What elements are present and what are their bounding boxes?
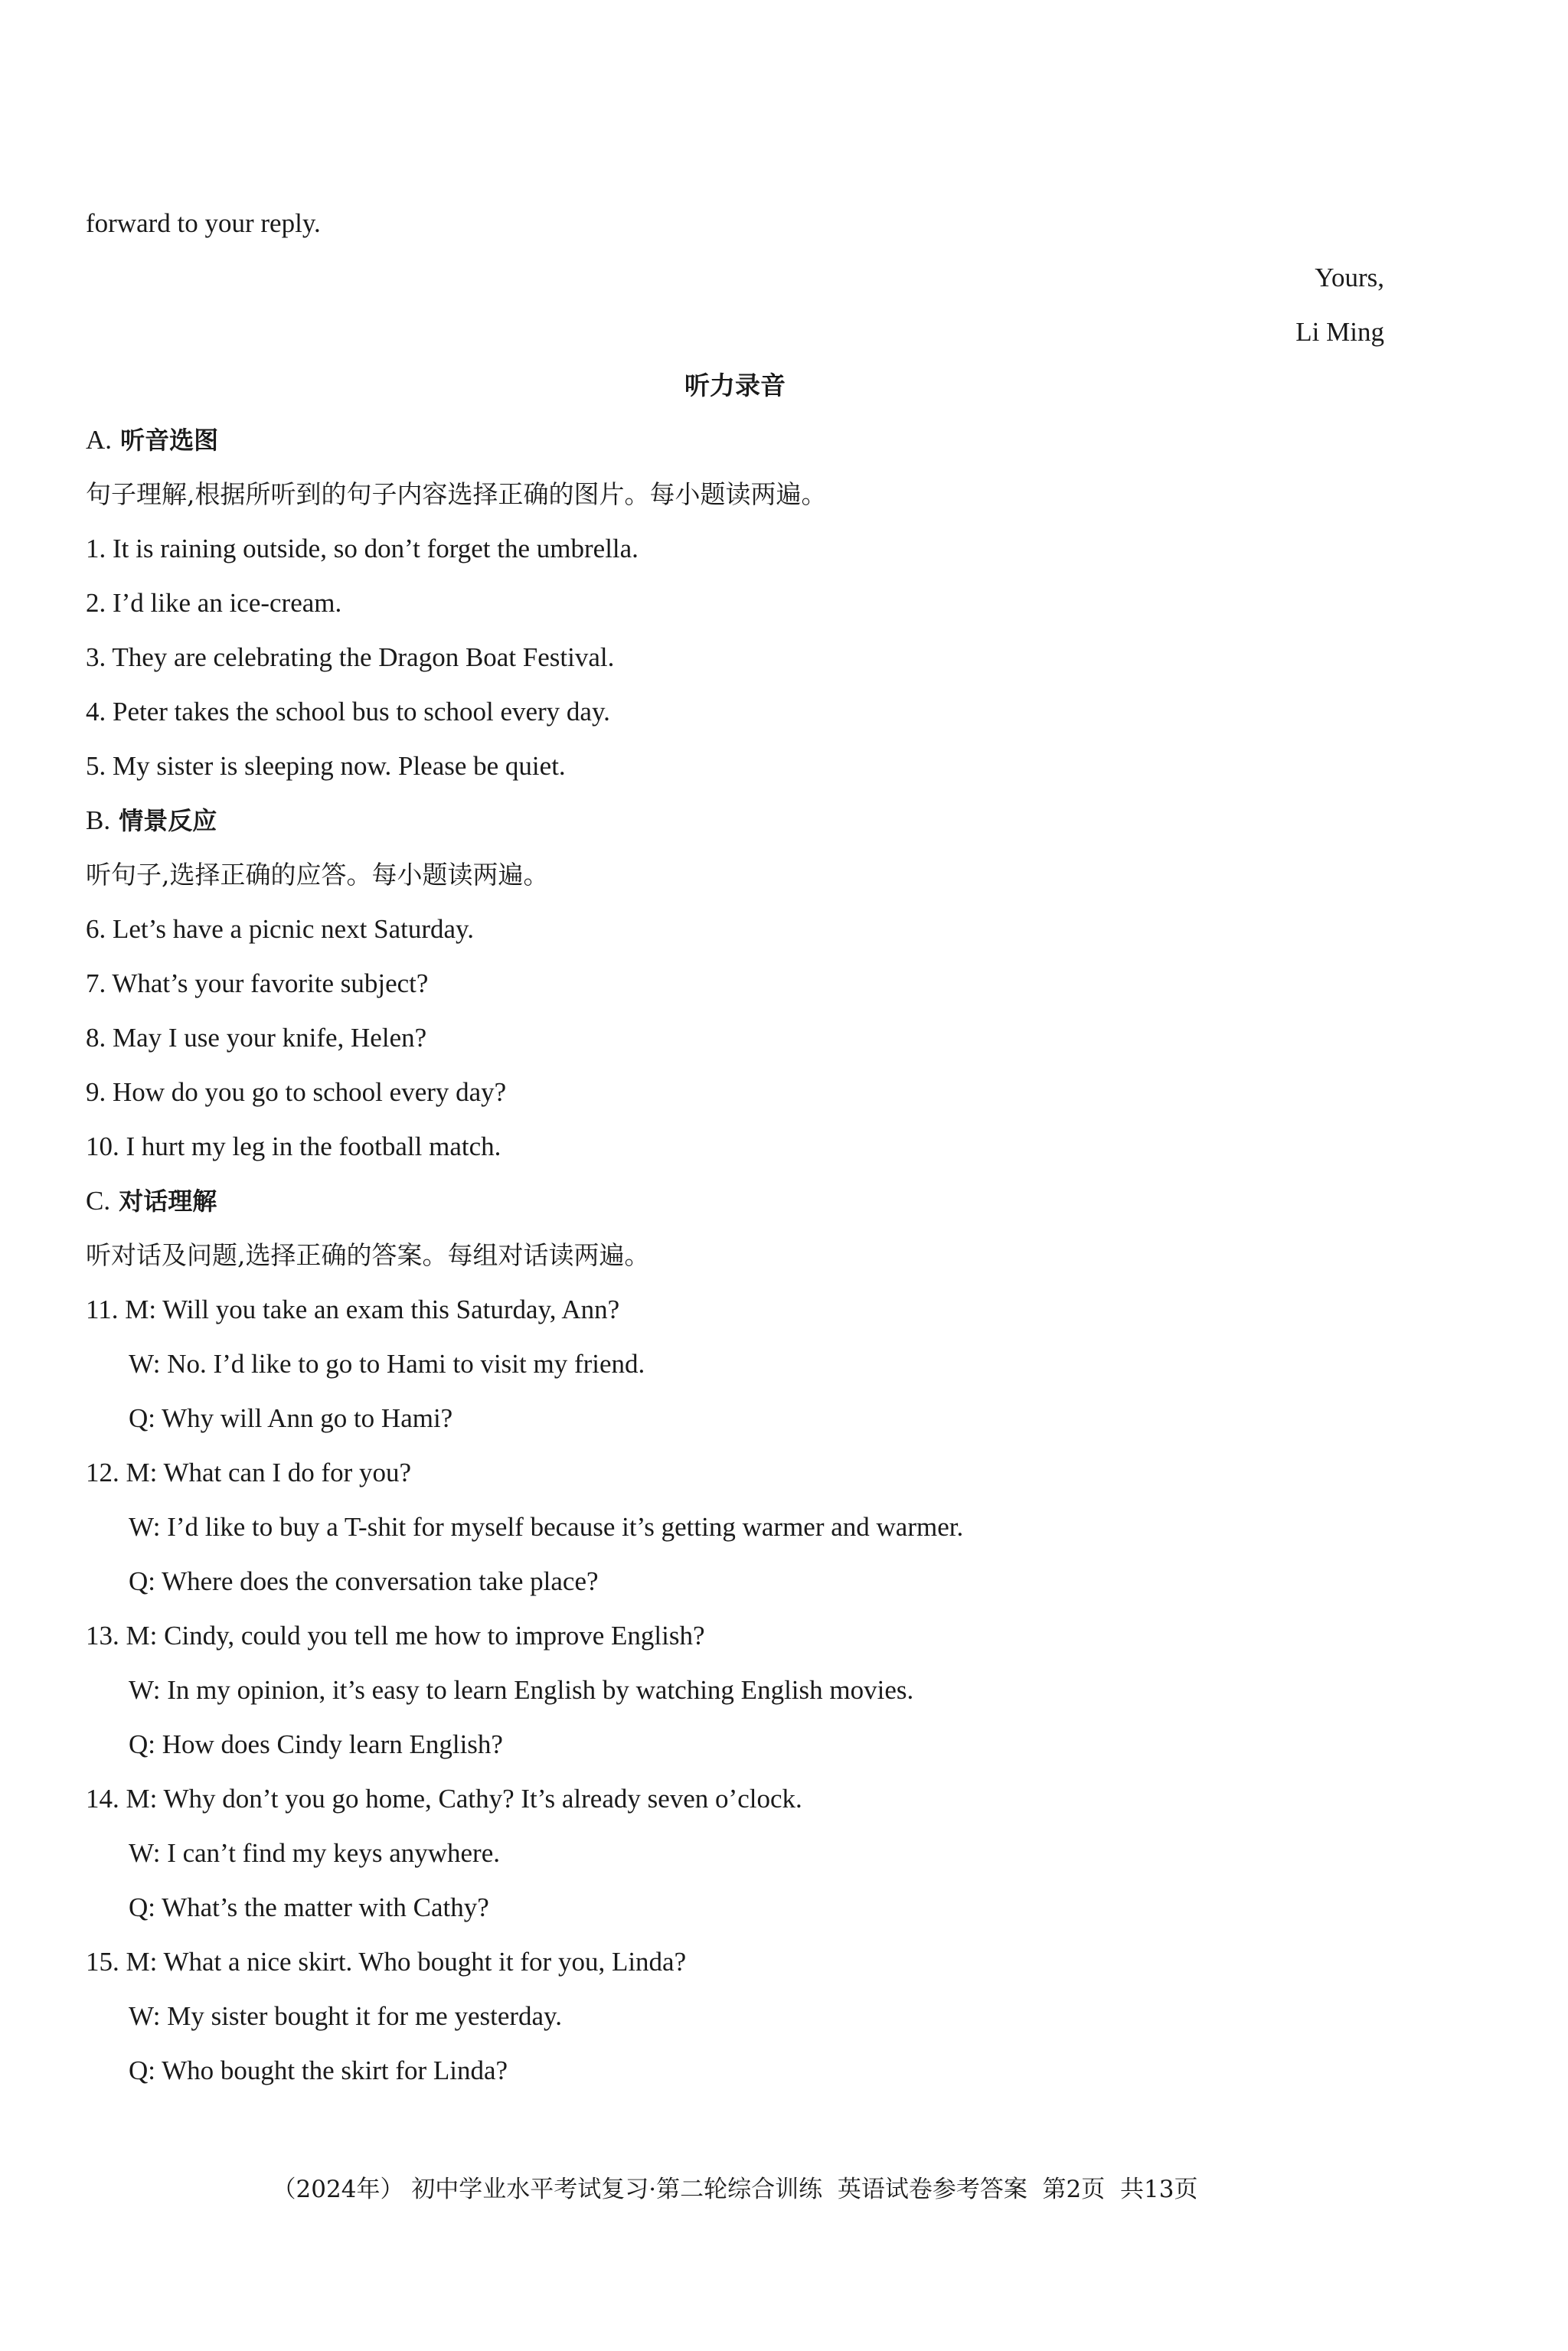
dialog-question-line: Q: Why will Ann go to Hami? [129, 1403, 453, 1433]
dialog-man-line: 15. M: What a nice skirt. Who bought it for you, Linda? [86, 1947, 687, 1977]
dialog-man-line: 14. M: Why don’t you go home, Cathy? It’s already seven o’clock. [86, 1784, 802, 1814]
dialog-woman-line: W: No. I’d like to go to Hami to visit my friend. [129, 1349, 645, 1379]
section-a-instruction: 句子理解,根据所听到的句子内容选择正确的图片。每小题读两遍。 [86, 479, 827, 509]
section-c-title: 对话理解 [119, 1187, 217, 1216]
section-b-instruction: 听句子,选择正确的应答。每小题读两遍。 [86, 860, 549, 890]
dialog-woman-line: W: In my opinion, it’s easy to learn English by watching English movies. [129, 1675, 914, 1705]
dialog-man-line: 13. M: Cindy, could you tell me how to improve English? [86, 1621, 705, 1651]
dialog-man-line: 12. M: What can I do for you? [86, 1458, 412, 1487]
list-item: 7. What’s your favorite subject? [86, 968, 429, 998]
list-item: 4. Peter takes the school bus to school every day. [86, 697, 610, 727]
page-footer: （2024年） 初中学业水平考试复习·第二轮综合训练 英语试卷参考答案 第2页 共13页 [272, 2176, 1198, 2203]
section-a-label: A. [86, 425, 113, 455]
section-c-heading [86, 1184, 217, 1218]
section-a-title: 听音选图 [120, 426, 219, 455]
list-item: 5. My sister is sleeping now. Please be quiet. [86, 751, 566, 781]
dialog-question-line: Q: Where does the conversation take place? [129, 1566, 599, 1596]
dialog-man-line: 11. M: Will you take an exam this Saturday, Ann? [86, 1295, 620, 1324]
list-item: 8. May I use your knife, Helen? [86, 1023, 427, 1053]
section-c-instruction: 听对话及问题,选择正确的答案。每组对话读两遍。 [86, 1240, 650, 1270]
section-c-label: C. [86, 1186, 111, 1216]
section-b-heading [86, 804, 217, 838]
dialog-question-line: Q: How does Cindy learn English? [129, 1729, 503, 1759]
section-b-title: 情景反应 [119, 806, 217, 835]
letter-closing-line: forward to your reply. [86, 208, 321, 238]
list-item: 2. I’d like an ice-cream. [86, 588, 342, 618]
list-item: 10. I hurt my leg in the football match. [86, 1131, 501, 1161]
dialog-woman-line: W: I’d like to buy a T-shit for myself because it’s getting warmer and warmer. [129, 1512, 964, 1542]
dialog-question-line: Q: What’s the matter with Cathy? [129, 1892, 489, 1922]
page-title: 听力录音 [684, 371, 786, 400]
letter-signature: Li Ming [1295, 317, 1384, 347]
dialog-woman-line: W: I can’t find my keys anywhere. [129, 1838, 500, 1868]
dialog-question-line: Q: Who bought the skirt for Linda? [129, 2055, 508, 2085]
list-item: 3. They are celebrating the Dragon Boat Festival. [86, 642, 615, 672]
section-b-label: B. [86, 805, 111, 835]
dialog-woman-line: W: My sister bought it for me yesterday. [129, 2001, 563, 2031]
letter-signoff: Yours, [1315, 263, 1384, 292]
list-item: 9. How do you go to school every day? [86, 1077, 507, 1107]
list-item: 1. It is raining outside, so don’t forget the umbrella. [86, 534, 639, 563]
list-item: 6. Let’s have a picnic next Saturday. [86, 914, 475, 944]
section-a-heading [86, 423, 218, 457]
